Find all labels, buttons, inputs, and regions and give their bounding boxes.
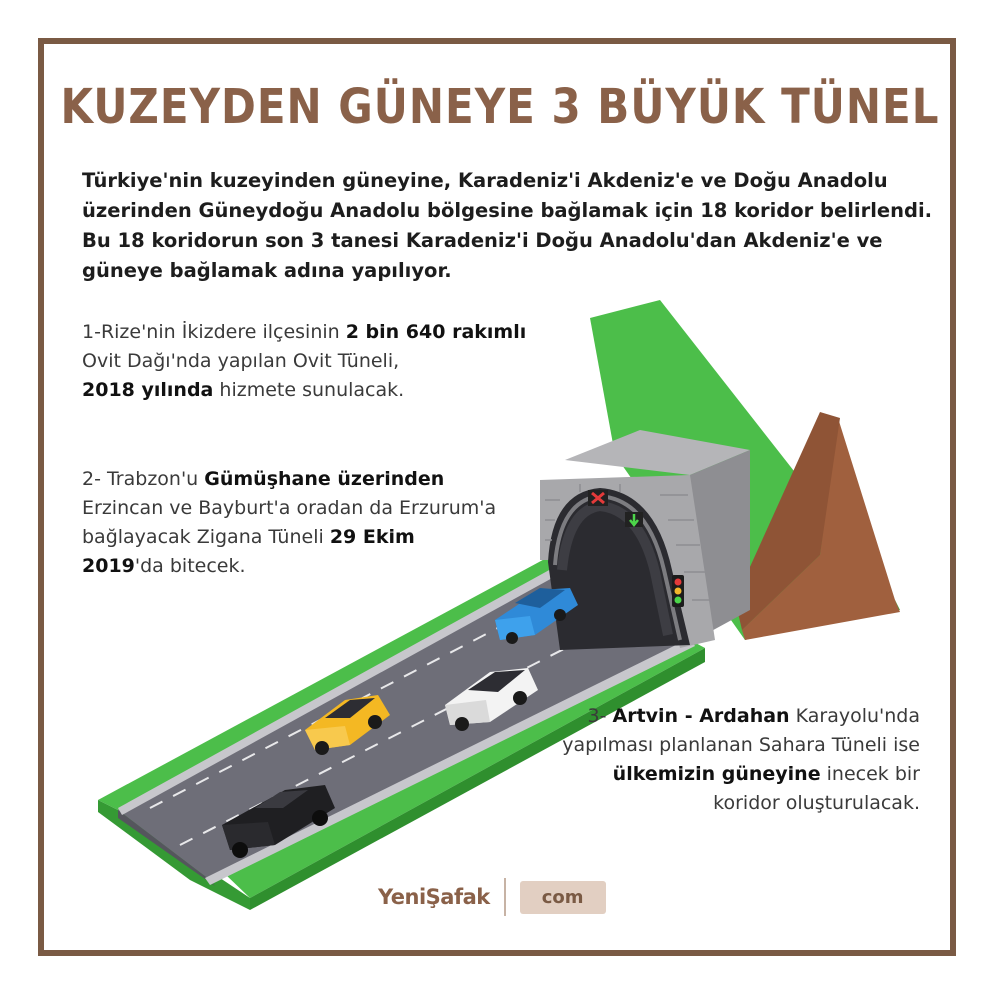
item-2-text-b: Erzincan ve Bayburt'a oradan da Erzurum'a bağlayacak Zigana Tüneli	[82, 497, 497, 548]
item-3-bold-a: Artvin - Ardahan	[612, 705, 790, 727]
item-1-text-a: 1-Rize'nin İkizdere ilçesinin	[82, 321, 346, 343]
logo-divider	[504, 878, 506, 916]
item-2-text-a: 2- Trabzon'u	[82, 468, 205, 490]
intro-paragraph: Türkiye'nin kuzeyinden güneyine, Karadeniz'i Akdeniz'e ve Doğu Anadolu üzerinden Güneydoğu Anadolu bölgesine bağlamak için 18 koridor belirlendi. Bu 18 koridorun son 3 tanesi Karadeniz'i Doğu Anadolu'dan Akdeniz'e ve güneye bağlamak adına yapılıyor.	[82, 169, 933, 282]
item-1-bold-b: 2018 yılında	[82, 379, 214, 401]
tunnel-item-1	[82, 318, 602, 405]
item-2-bold-a: Gümüşhane üzerinden	[204, 468, 445, 490]
item-3-text-b: Karayolu'nda yapılması planlanan Sahara Tüneli ise	[562, 705, 920, 756]
logo-suffix: com	[520, 881, 606, 914]
tunnel-item-3	[560, 702, 920, 818]
logo-brand: YeniŞafak	[378, 885, 490, 909]
item-3-text-c: inecek bir koridor oluşturulacak.	[713, 763, 920, 814]
item-3-bold-b: ülkemizin güneyine	[612, 763, 821, 785]
item-2-bold-b: 29 Ekim 2019	[82, 526, 415, 577]
tunnel-item-2	[82, 465, 502, 581]
item-2-text-c: 'da bitecek.	[134, 555, 246, 577]
item-1-text-b: Ovit Dağı'nda yapılan Ovit Tüneli,	[82, 350, 400, 372]
item-1-text-c: hizmete sunulacak.	[213, 379, 405, 401]
item-3-text-a: 3-	[587, 705, 613, 727]
item-1-bold-a: 2 bin 640 rakımlı	[345, 321, 527, 343]
yenisafak-logo	[378, 878, 606, 916]
page-title: KUZEYDEN GÜNEYE 3 BÜYÜK TÜNEL	[60, 78, 940, 135]
